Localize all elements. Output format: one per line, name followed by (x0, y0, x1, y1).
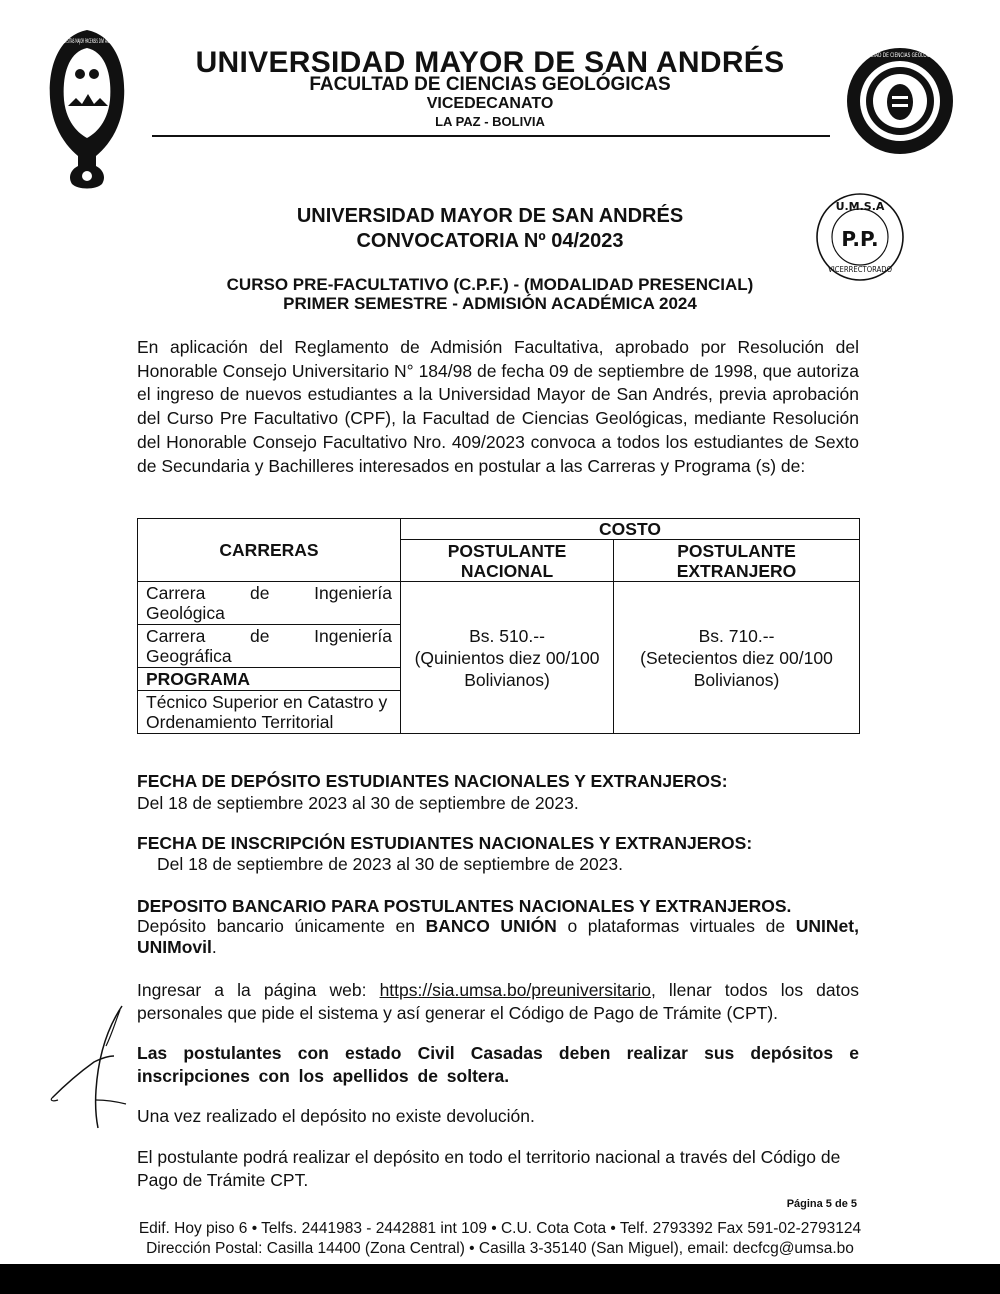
bank-text-part: o plataformas virtuales de (567, 916, 786, 936)
price-amount: Bs. 710.-- (698, 625, 775, 646)
career-name: Geográfica (146, 646, 232, 666)
table-row (138, 625, 401, 668)
stamp-top-text: U.M.S.A (835, 200, 885, 213)
price-currency: Bolivianos) (464, 669, 550, 690)
page-number: Página 5 de 5 (786, 1198, 857, 1210)
career-name: Geológica (146, 603, 225, 623)
table-row (138, 582, 401, 625)
header-university: UNIVERSIDAD MAYOR DE SAN ANDRÉS (195, 46, 785, 79)
faculty-seal-text: FACULTAD DE CIENCIAS GEOLÓGICAS (860, 52, 941, 59)
umsa-logo (46, 28, 128, 190)
career-word: Carrera (146, 626, 206, 646)
bank-name: BANCO UNIÓN (425, 916, 557, 936)
header-nacional: POSTULANTE NACIONAL (401, 540, 614, 582)
bank-platform: UNINet, (795, 916, 859, 936)
umsa-logo-text: UNIVERSITAS MAJOR PACENSIS DIVI ANDREÆ (57, 38, 118, 45)
header-office: VICEDECANATO (426, 95, 554, 112)
vicerrectorado-stamp (815, 192, 905, 282)
no-refund-note: Una vez realizado el depósito no existe devolución. (137, 1106, 535, 1126)
title-university: UNIVERSIDAD MAYOR DE SAN ANDRÉS (296, 205, 684, 227)
price-words: (Setecientos diez 00/100 (640, 647, 833, 668)
title-semester: PRIMER SEMESTRE - ADMISIÓN ACADÉMICA 2024 (283, 294, 697, 313)
career-word: Ingeniería (314, 626, 392, 646)
bank-platform: UNIMovil (137, 937, 212, 957)
price-currency: Bolivianos) (693, 669, 780, 690)
territory-note: El postulante podrá realizar el depósito en todo el territorio nacional a través del Código de Pago de Trámite CPT. (137, 1147, 841, 1190)
footer-contact: Edif. Hoy piso 6 • Telfs. 2441983 - 2442881 int 109 • C.U. Cota Cota • Telf. 2793392 Fax 591-02-2793124 (138, 1220, 862, 1237)
career-word: Ingeniería (314, 583, 392, 603)
programa-name: Técnico Superior en Catastro y Ordenamiento Territorial (138, 691, 401, 734)
header-carreras: CARRERAS (138, 519, 401, 582)
registration-dates-text: Del 18 de septiembre de 2023 al 30 de septiembre de 2023. (157, 854, 624, 874)
web-text-part: , llenar todos los datos personales que pide el sistema y así generar el Código de Pago de Trámite (CPT). (137, 980, 859, 1023)
header-extranjero: POSTULANTE EXTRANJERO (614, 540, 860, 582)
price-nacional (401, 582, 614, 734)
intro-paragraph: En aplicación del Reglamento de Admisión Facultativa, aprobado por Resolución del Honorable Consejo Universitario N° 184/98 de fecha 09 de septiembre de 1998, que autoriza el ingreso de nuevos estudiantes a la Universidad Mayor de San Andrés, previa aprobación del Curso Pre Facultativo (CPF), la Facultad de Ciencias Geológicas, mediante Resolución del Honorable Consejo Facultativo Nro. 409/2023 convoca a todos los estudiantes de Sexto de Secundaria y Bachilleres interesados en postular a las Carreras y Programa (s) de: (137, 337, 859, 476)
bank-text (137, 916, 859, 958)
web-text-part: Ingresar a la página web: (137, 980, 367, 1000)
programa-label: PROGRAMA (138, 668, 401, 691)
title-course: CURSO PRE-FACULTATIVO (C.P.F.) - (MODALIDAD PRESENCIAL) (226, 275, 754, 294)
header-faculty: FACULTAD DE CIENCIAS GEOLÓGICAS (309, 74, 671, 95)
faculty-seal (845, 46, 955, 156)
stamp-center-text: P.P. (841, 227, 879, 251)
price-amount: Bs. 510.-- (469, 625, 545, 646)
bank-text-end: . (211, 937, 217, 957)
header-costo: COSTO (401, 519, 860, 540)
handwritten-signature (46, 1000, 156, 1130)
title-call-number: CONVOCATORIA Nº 04/2023 (356, 230, 624, 252)
deposit-dates-text: Del 18 de septiembre 2023 al 30 de septiembre de 2023. (137, 793, 579, 813)
footer-address: Dirección Postal: Casilla 14400 (Zona Central) • Casilla 3-35140 (San Miguel), email: decfcg@umsa.bo (146, 1240, 854, 1257)
deposit-dates-heading: FECHA DE DEPÓSITO ESTUDIANTES NACIONALES Y EXTRANJEROS: (137, 771, 728, 791)
career-word: de (250, 626, 270, 646)
header-city: LA PAZ - BOLIVIA (435, 114, 545, 129)
bottom-border-bar (0, 1264, 1000, 1294)
career-word: Carrera (146, 583, 206, 603)
costs-table (137, 518, 860, 734)
married-note: Las postulantes con estado Civil Casadas deben realizar sus depósitos e inscripciones con los apellidos de soltera. (137, 1043, 859, 1086)
stamp-bottom-text: VICERRECTORADO (828, 265, 892, 274)
registration-dates-heading: FECHA DE INSCRIPCIÓN ESTUDIANTES NACIONALES Y EXTRANJEROS: (137, 833, 753, 853)
bank-text-part: Depósito bancario únicamente en (137, 916, 416, 936)
preuniversitario-link[interactable]: https://sia.umsa.bo/preuniversitario (379, 980, 651, 1000)
price-extranjero (614, 582, 860, 734)
price-words: (Quinientos diez 00/100 (414, 647, 600, 668)
header-divider (152, 135, 830, 137)
web-instructions (137, 979, 859, 1025)
bank-heading: DEPOSITO BANCARIO PARA POSTULANTES NACIONALES Y EXTRANJEROS. (137, 896, 792, 916)
career-word: de (250, 583, 270, 603)
